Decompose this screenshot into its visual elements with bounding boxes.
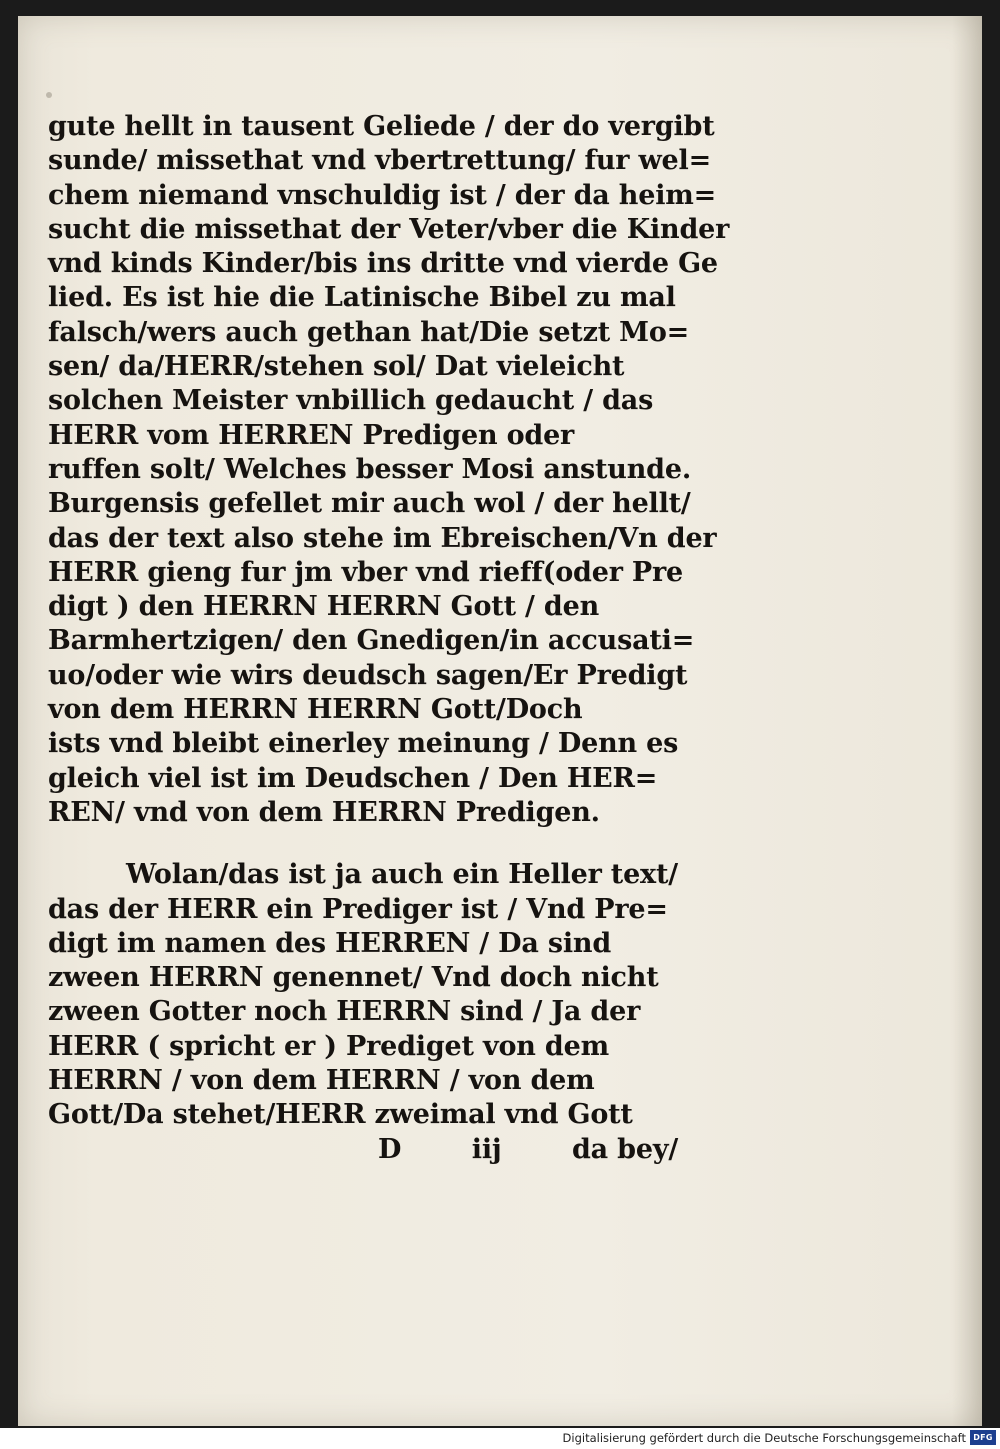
dfg-logo: DFG [970,1430,996,1445]
text-line: gute hellt in tausent Geliede / der do vergibt [48,111,715,142]
text-line: HERR ( spricht er ) Prediget von dem [48,1030,609,1062]
text-line: ists vnd bleibt einerley meinung / Denn es [48,728,679,760]
paragraph-gap [48,830,688,858]
ink-speck [46,92,52,98]
text-line: das der text also stehe im Ebreischen/Vn der [48,522,717,554]
text-line: vnd kinds Kinder/bis ins dritte vnd vierde Ge [48,248,718,280]
text-line: gleich viel ist im Deudschen / Den HER= [48,762,658,794]
text-line: solchen Meister vnbillich gedaucht / das [48,385,654,417]
text-line: das der HERR ein Prediger ist / Vnd Pre= [48,893,668,925]
text-line: falsch/wers auch gethan hat/Die setzt Mo= [48,316,690,348]
page-text [48,110,730,1167]
text-line: Wolan/das ist ja auch ein Heller text/ [126,859,678,891]
funding-credit: Digitalisierung gefördert durch die Deutsche Forschungsgemeinschaft [562,1431,966,1445]
text-line: digt im namen des HERREN / Da sind [48,927,612,959]
signature-mark: D [378,1133,402,1165]
text-line: sunde/ missethat vnd vbertrettung/ fur wel= [48,145,712,177]
text-line: ruffen solt/ Welches besser Mosi anstunde. [48,453,692,485]
text-line: Gott/Da stehet/HERR zweimal vnd Gott [48,1099,633,1131]
text-line: Burgensis gefellet mir auch wol / der hellt/ [48,488,691,520]
paragraph-2 [48,858,688,1132]
text-line: sucht die missethat der Veter/vber die Kinder [48,213,730,245]
text-line: HERRN / von dem HERRN / von dem [48,1065,595,1097]
text-line: Barmhertzigen/ den Gnedigen/in accusati= [48,625,695,657]
text-line: zween HERRN genennet/ Vnd doch nicht [48,962,659,994]
signature-line [48,1133,678,1167]
text-line: uo/oder wie wirs deudsch sagen/Er Predigt [48,659,688,691]
footer-bar [0,1428,1000,1449]
book-page [18,16,982,1426]
text-line: chem niemand vnschuldig ist / der da heim= [48,179,717,211]
catchword: da bey/ [572,1133,678,1165]
text-line: HERR vom HERREN Predigen oder [48,419,575,451]
text-line: lied. Es ist hie die Latinische Bibel zu mal [48,282,676,314]
text-line: digt ) den HERRN HERRN Gott / den [48,591,600,623]
signature-numeral: iij [471,1133,502,1165]
text-line: HERR gieng fur jm vber vnd rieff(oder Pre [48,556,684,588]
text-line: sen/ da/HERR/stehen sol/ Dat vieleicht [48,351,625,383]
text-line: zween Gotter noch HERRN sind / Ja der [48,996,641,1028]
text-line: von dem HERRN HERRN Gott/Doch [48,694,583,726]
paragraph-1 [48,110,730,830]
text-line: REN/ vnd von dem HERRN Predigen. [48,796,600,828]
